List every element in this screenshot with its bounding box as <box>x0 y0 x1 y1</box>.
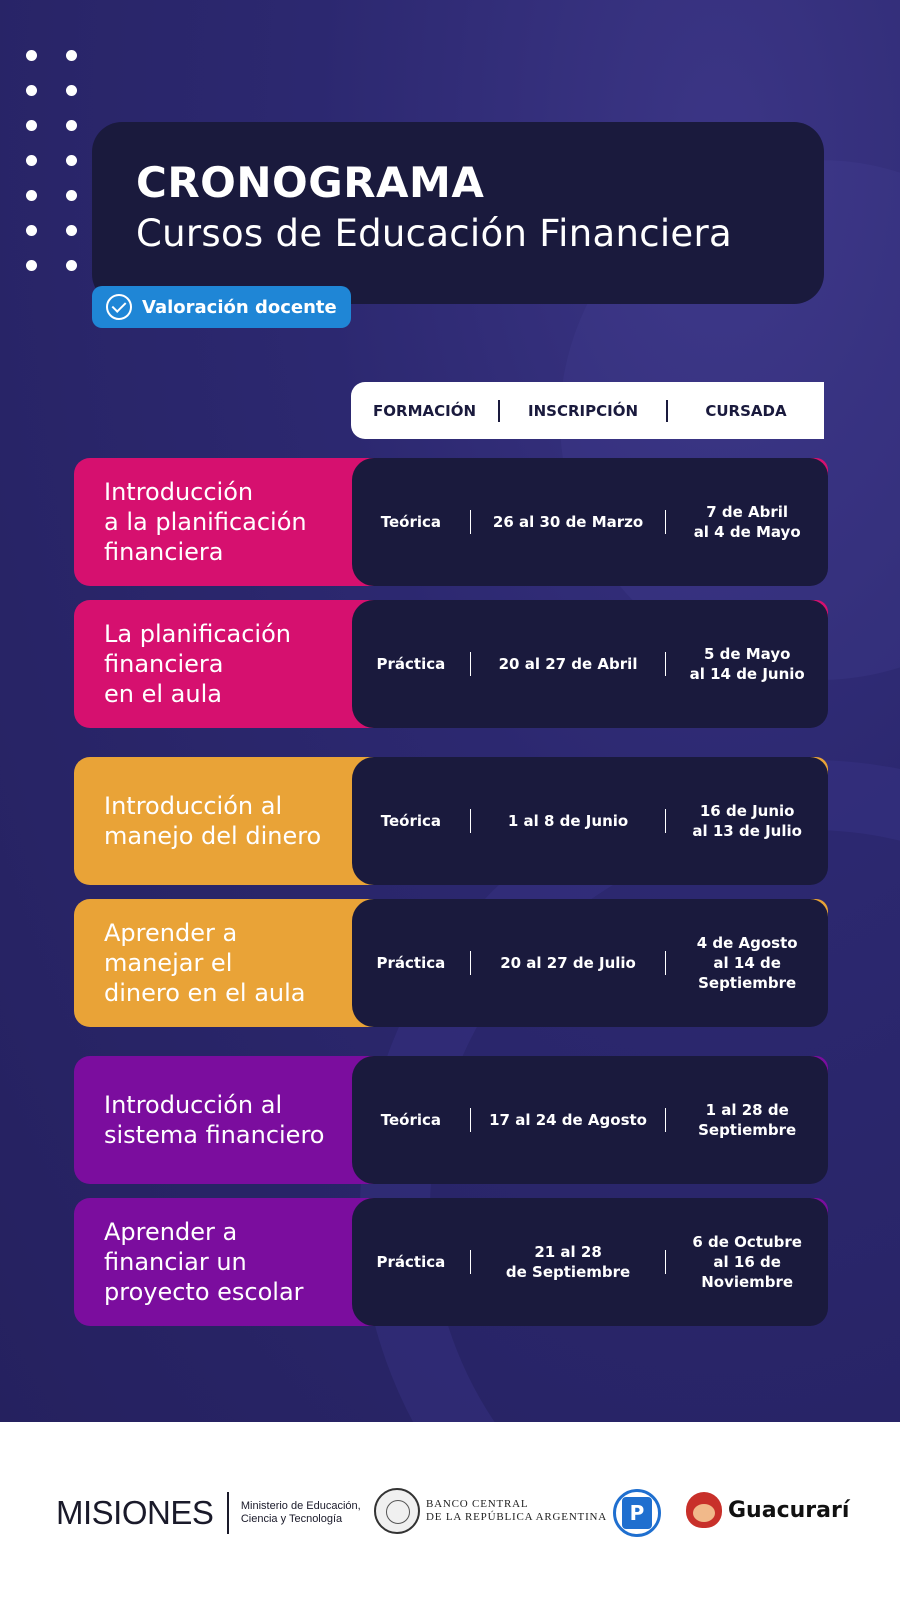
dot <box>66 155 77 166</box>
course-title: La planificación financiera en el aula <box>104 620 291 708</box>
p-logo-mark: P <box>622 1497 652 1529</box>
dot <box>26 120 37 131</box>
cursada-value: 7 de Abril al 4 de Mayo <box>693 503 801 541</box>
formacion-value: Práctica <box>376 1253 446 1271</box>
course-schedule <box>352 458 828 586</box>
course-row <box>74 600 828 728</box>
bcra-label: BANCO CENTRAL DE LA REPÚBLICA ARGENTINA <box>426 1498 608 1523</box>
course-row <box>74 1056 828 1184</box>
dot <box>26 85 37 96</box>
column-header-inscripcion: INSCRIPCIÓN <box>528 401 638 420</box>
cursada-value: 5 de Mayo al 14 de Junio <box>689 645 805 683</box>
course-schedule <box>352 1198 828 1326</box>
dot <box>66 85 77 96</box>
course-row <box>74 757 828 885</box>
course-row <box>74 899 828 1027</box>
bcra-logo <box>374 1488 607 1534</box>
divider <box>227 1492 229 1534</box>
course-title-block <box>74 899 384 1027</box>
course-title-block <box>74 1198 384 1326</box>
formacion-value: Teórica <box>380 812 442 830</box>
badge-label: Valoración docente <box>142 296 337 318</box>
course-title: Introducción al sistema financiero <box>104 1091 325 1149</box>
bcra-seal-icon <box>374 1488 420 1534</box>
valoracion-badge <box>92 286 351 328</box>
dot <box>66 120 77 131</box>
inscripcion-value: 21 al 28 de Septiembre <box>505 1243 631 1281</box>
misiones-wordmark: MISIONES <box>56 1494 214 1531</box>
dot <box>26 155 37 166</box>
course-title: Aprender a manejar el dinero en el aula <box>104 919 306 1007</box>
p-logo-icon <box>613 1489 661 1537</box>
dot <box>66 190 77 201</box>
guacurari-mascot-icon <box>686 1492 722 1528</box>
course-schedule <box>352 600 828 728</box>
cursada-value: 1 al 28 de Septiembre <box>698 1101 797 1139</box>
formacion-value: Práctica <box>376 655 446 673</box>
cursada-value: 6 de Octubre al 16 de Noviembre <box>692 1233 802 1291</box>
inscripcion-value: 26 al 30 de Marzo <box>492 513 644 531</box>
cursada-value: 4 de Agosto al 14 de Septiembre <box>696 934 798 992</box>
column-header-cursada: CURSADA <box>705 401 787 420</box>
course-row <box>74 458 828 586</box>
check-icon <box>106 294 132 320</box>
table-header <box>351 382 824 439</box>
formacion-value: Teórica <box>380 1111 442 1129</box>
dot <box>26 50 37 61</box>
course-title-block <box>74 458 384 586</box>
guacurari-wordmark: Guacurarí <box>728 1497 850 1523</box>
course-schedule <box>352 1056 828 1184</box>
misiones-logo <box>56 1490 361 1536</box>
course-row <box>74 1198 828 1326</box>
course-schedule <box>352 899 828 1027</box>
dot <box>26 260 37 271</box>
inscripcion-value: 17 al 24 de Agosto <box>489 1111 647 1129</box>
course-title: Introducción a la planificación financiera <box>104 478 307 566</box>
inscripcion-value: 1 al 8 de Junio <box>507 812 629 830</box>
formacion-value: Teórica <box>380 513 442 531</box>
dot <box>66 260 77 271</box>
decorative-dots <box>26 50 86 280</box>
page-title: CRONOGRAMA <box>136 158 485 207</box>
ministerio-label: Ministerio de Educación, Ciencia y Tecnología <box>240 1500 361 1525</box>
inscripcion-value: 20 al 27 de Julio <box>500 954 636 972</box>
column-header-formacion: FORMACIÓN <box>373 401 477 420</box>
inscripcion-value: 20 al 27 de Abril <box>498 655 638 673</box>
course-title: Introducción al manejo del dinero <box>104 792 322 850</box>
guacurari-logo <box>686 1492 849 1528</box>
course-title-block <box>74 757 384 885</box>
dot <box>66 50 77 61</box>
course-title-block <box>74 600 384 728</box>
formacion-value: Práctica <box>376 954 446 972</box>
course-title-block <box>74 1056 384 1184</box>
course-schedule <box>352 757 828 885</box>
dot <box>26 225 37 236</box>
page-subtitle: Cursos de Educación Financiera <box>136 212 732 255</box>
dot <box>66 225 77 236</box>
course-title: Aprender a financiar un proyecto escolar <box>104 1218 304 1306</box>
cursada-value: 16 de Junio al 13 de Julio <box>692 802 802 840</box>
dot <box>26 190 37 201</box>
